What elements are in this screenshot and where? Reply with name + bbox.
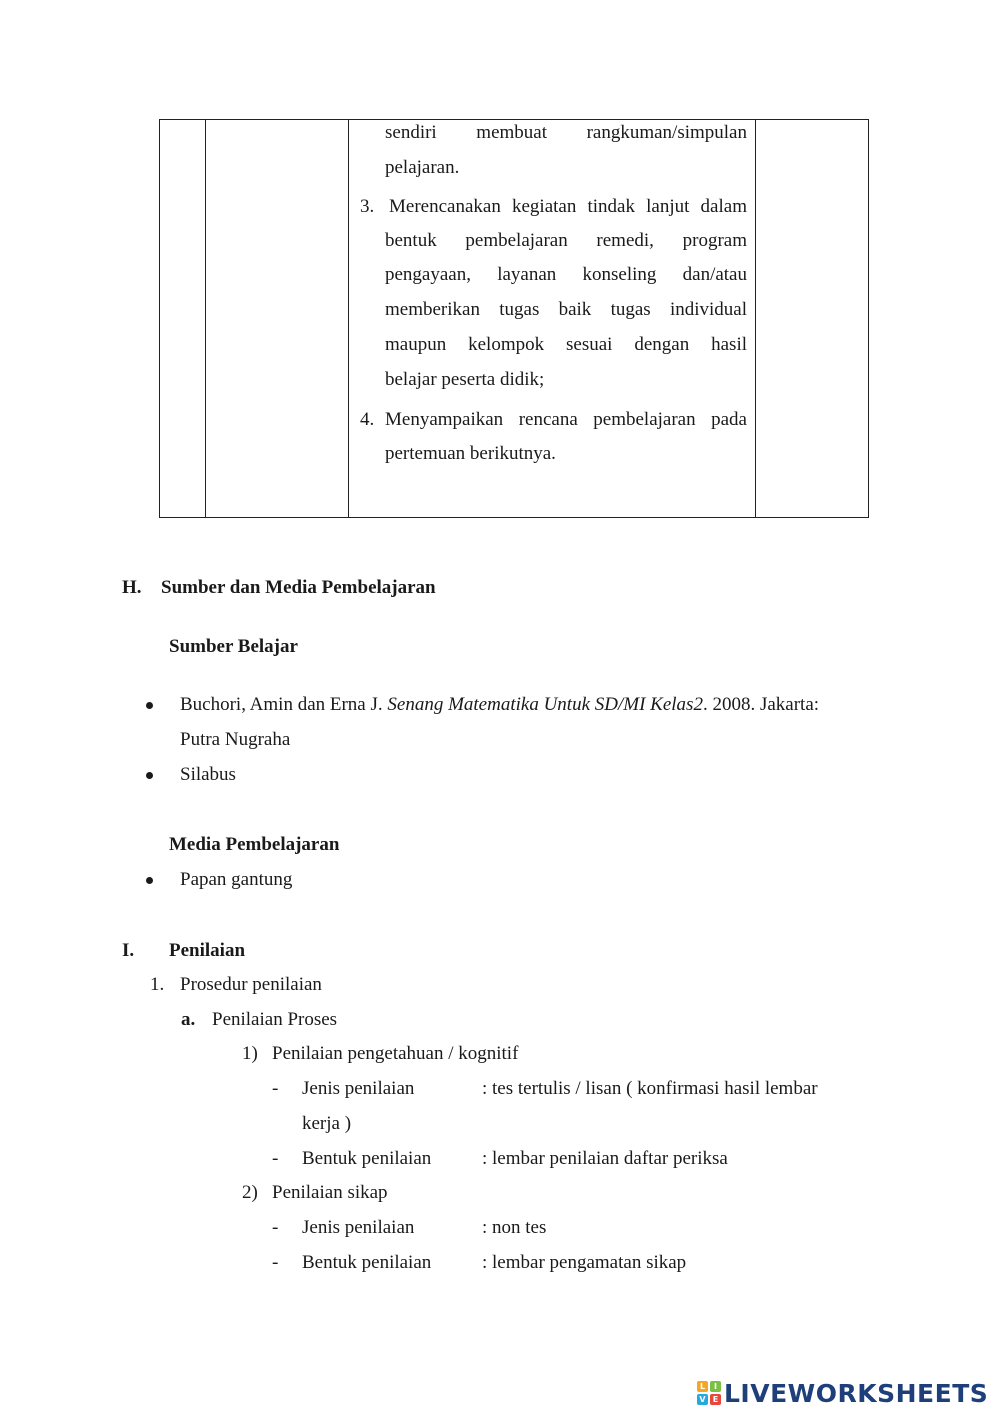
logo-mark-square: L [697, 1381, 708, 1392]
table-item-line: pengayaan, layanan konseling dan/atau [385, 264, 747, 285]
list-number: 3. [360, 196, 375, 217]
assessment-value-continuation: kerja ) [302, 1113, 352, 1134]
dash: - [272, 1217, 279, 1238]
subheading-media-pembelajaran: Media Pembelajaran [169, 834, 340, 855]
table-column-divider [348, 120, 349, 517]
assessment-value: : non tes [482, 1217, 547, 1238]
dash: - [272, 1148, 279, 1169]
assessment-value: : tes tertulis / lisan ( konfirmasi hasil lembar [482, 1078, 818, 1099]
bullet-icon [146, 877, 153, 884]
assessment-key: Bentuk penilaian [302, 1148, 432, 1169]
bullet-icon [146, 702, 153, 709]
logo-mark-square: V [697, 1394, 708, 1405]
liveworksheets-logo-text: LIVEWORKSHEETS [724, 1378, 989, 1408]
dash: - [272, 1252, 279, 1273]
section-letter: H. [122, 577, 142, 598]
list-number: 1. [150, 974, 165, 995]
table-item-line: Merencanakan kegiatan tindak lanjut dalam [389, 196, 747, 217]
liveworksheets-logo-icon [697, 1381, 721, 1405]
bullet-icon [146, 772, 153, 779]
sub-label: Penilaian Proses [212, 1009, 338, 1030]
table-item-line: maupun kelompok sesuai dengan hasil [385, 334, 747, 355]
table-item-line: belajar peserta didik; [385, 369, 545, 390]
list-number: 1) [242, 1043, 258, 1064]
media-item: Papan gantung [180, 869, 293, 890]
assessment-value: : lembar pengamatan sikap [482, 1252, 687, 1273]
reference-item: Silabus [180, 764, 236, 785]
dash: - [272, 1078, 279, 1099]
assessment-value: : lembar penilaian daftar periksa [482, 1148, 728, 1169]
section-letter: I. [122, 940, 135, 961]
logo-mark-square: E [710, 1394, 721, 1405]
list-number: 4. [360, 409, 375, 430]
assessment-title: Penilaian pengetahuan / kognitif [272, 1043, 519, 1064]
liveworksheets-logo [697, 1378, 988, 1408]
lesson-activities-table [159, 119, 869, 518]
assessment-key: Jenis penilaian [302, 1217, 415, 1238]
reference-item: Buchori, Amin dan Erna J. Senang Matematika Untuk SD/MI Kelas2. 2008. Jakarta: [180, 694, 820, 715]
reference-item-continuation: Putra Nugraha [180, 729, 291, 750]
section-title: Sumber dan Media Pembelajaran [161, 577, 436, 598]
assessment-title: Penilaian sikap [272, 1182, 388, 1203]
table-column-divider [205, 120, 206, 517]
table-continuation-line: sendiri membuat rangkuman/simpulan [385, 122, 747, 143]
list-number: 2) [242, 1182, 258, 1203]
subheading-sumber-belajar: Sumber Belajar [169, 636, 298, 657]
section-title: Penilaian [169, 940, 246, 961]
sub-letter: a. [181, 1009, 196, 1030]
table-item-line: bentuk pembelajaran remedi, program [385, 230, 747, 251]
table-column-divider [755, 120, 756, 517]
list-item-label: Prosedur penilaian [180, 974, 322, 995]
assessment-key: Bentuk penilaian [302, 1252, 432, 1273]
table-item-line: pertemuan berikutnya. [385, 443, 556, 464]
table-item-line: Menyampaikan rencana pembelajaran pada [385, 409, 747, 430]
table-item-line: memberikan tugas baik tugas individual [385, 299, 747, 320]
logo-mark-square: I [710, 1381, 721, 1392]
assessment-key: Jenis penilaian [302, 1078, 415, 1099]
table-continuation-line: pelajaran. [385, 157, 460, 178]
